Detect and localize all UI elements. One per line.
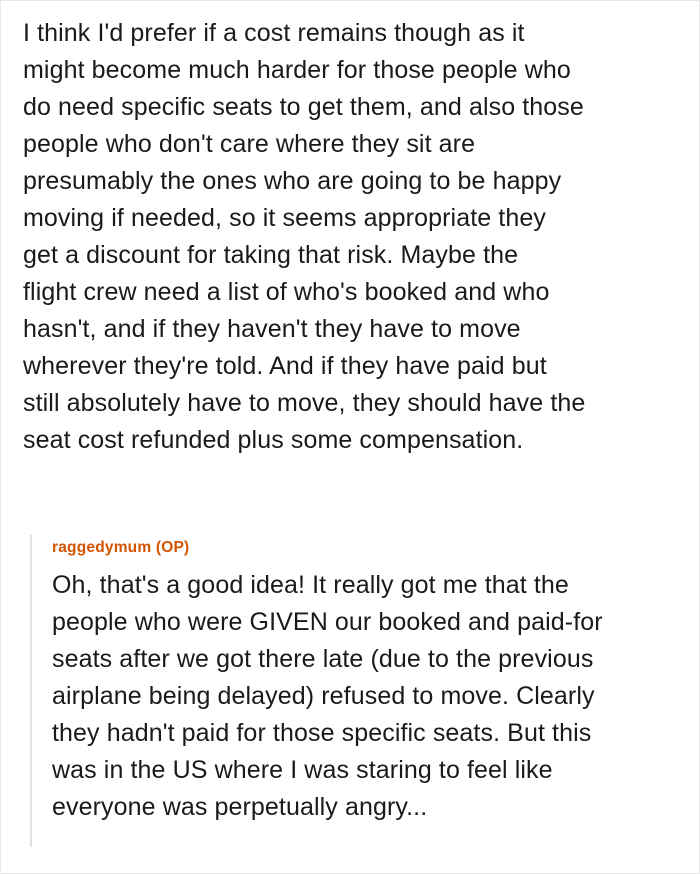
reply-text-line: everyone was perpetually angry... bbox=[52, 793, 428, 821]
reply-text-line: Oh, that's a good idea! It really got me that the bbox=[52, 571, 569, 599]
comment-text-line: get a discount for taking that risk. Maybe the bbox=[23, 241, 519, 269]
comment-text-line: still absolutely have to move, they should have the bbox=[23, 389, 586, 417]
comment-text-line: hasn't, and if they haven't they have to move bbox=[23, 315, 521, 343]
reply-text-line: they hadn't paid for those specific seats. But this bbox=[52, 719, 592, 747]
comment-text-line: I think I'd prefer if a cost remains though as it bbox=[23, 19, 525, 47]
comment-text-line: people who don't care where they sit are bbox=[23, 130, 476, 158]
reply-text-line: people who were GIVEN our booked and paid-for bbox=[52, 608, 603, 636]
comment-text-line: might become much harder for those people who bbox=[23, 56, 571, 84]
reply-body bbox=[52, 567, 692, 826]
comment-text-line: seat cost refunded plus some compensation. bbox=[23, 426, 524, 454]
parent-comment bbox=[23, 15, 693, 459]
reply-comment bbox=[30, 535, 692, 847]
reply-text-line: seats after we got there late (due to the previous bbox=[52, 645, 594, 673]
comment-text-line: do need specific seats to get them, and also those bbox=[23, 93, 584, 121]
comment-text-line: presumably the ones who are going to be happy bbox=[23, 167, 562, 195]
comment-text-line: flight crew need a list of who's booked and who bbox=[23, 278, 550, 306]
reply-author-name[interactable]: raggedymum (OP) bbox=[52, 539, 190, 556]
comment-text-line: wherever they're told. And if they have paid but bbox=[23, 352, 547, 380]
comment-text-line: moving if needed, so it seems appropriate they bbox=[23, 204, 546, 232]
reply-text-line: was in the US where I was staring to feel like bbox=[52, 756, 553, 784]
reply-text-line: airplane being delayed) refused to move. Clearly bbox=[52, 682, 595, 710]
